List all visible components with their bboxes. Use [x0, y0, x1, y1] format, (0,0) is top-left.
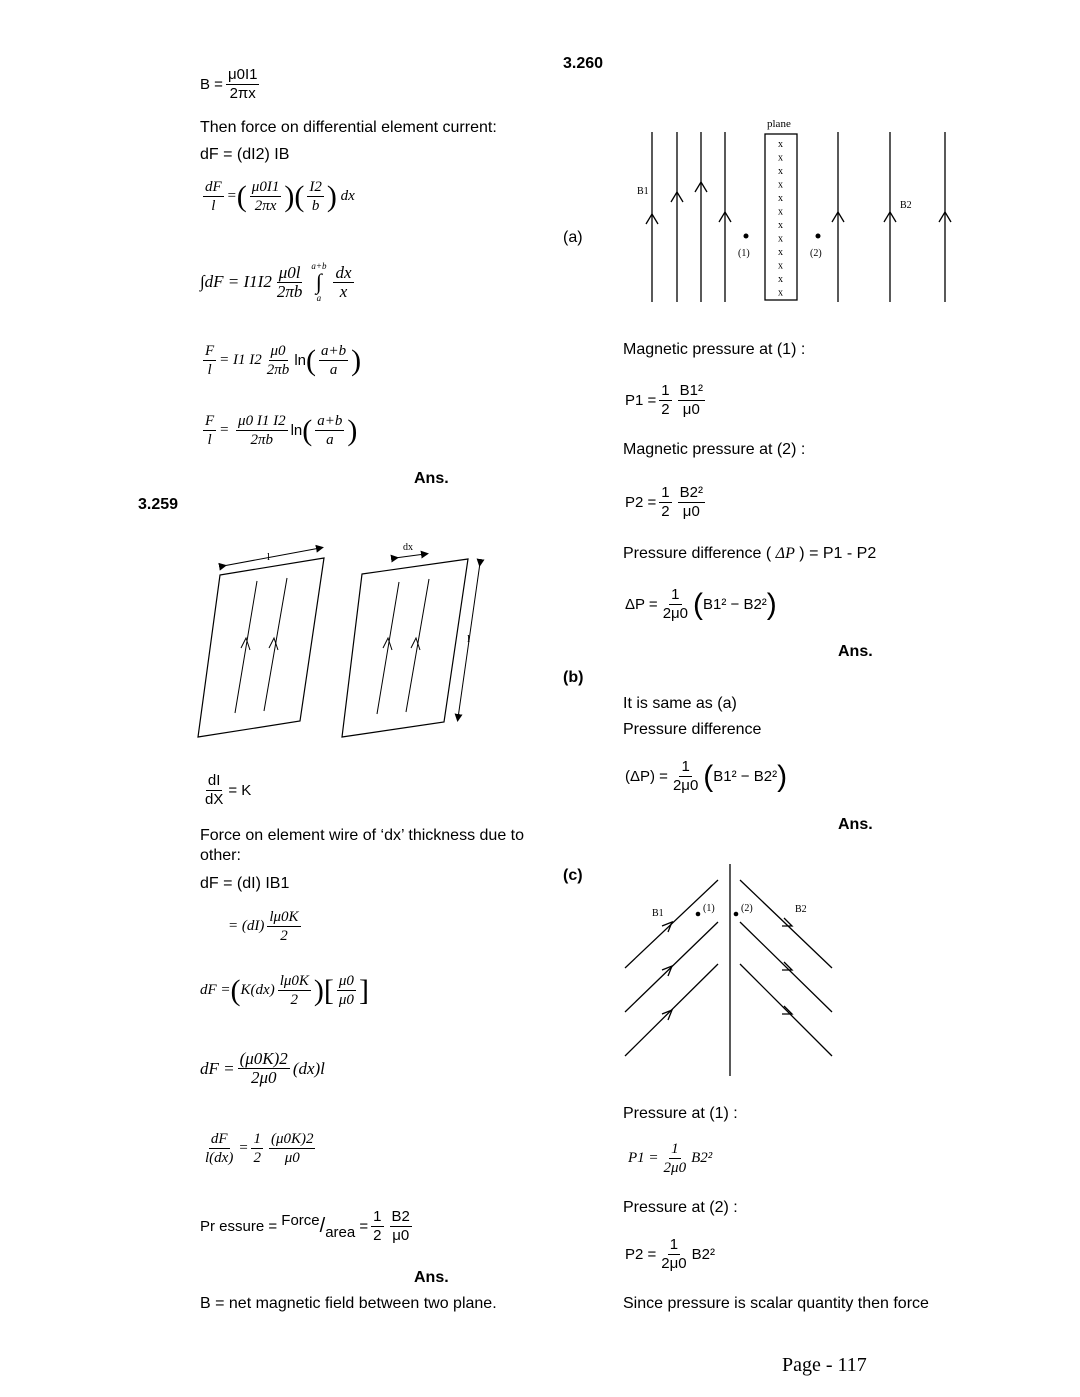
- frac-den: 2: [373, 1227, 382, 1244]
- frac-num: 1: [681, 758, 690, 775]
- frac-num: B2²: [679, 484, 703, 501]
- integral-upper: a+b: [311, 261, 327, 271]
- frac-num: 1: [661, 382, 670, 399]
- cross-mark: x: [778, 193, 783, 204]
- problem-number: 3.259: [138, 496, 179, 513]
- frac-num: 1: [671, 1141, 679, 1157]
- equation-integral: [200, 258, 357, 306]
- text-same-as-a: It is same as (a): [623, 695, 737, 712]
- frac-den: μ0: [392, 1227, 410, 1244]
- eq-tail: dx: [340, 188, 355, 204]
- frac-num: a+b: [321, 343, 347, 359]
- cross-mark: x: [778, 233, 783, 245]
- label-b1: B1: [637, 186, 649, 197]
- cross-mark: x: [778, 287, 783, 299]
- label-dx: dx: [403, 542, 413, 553]
- frac-num: 1: [671, 586, 680, 603]
- frac-num: lμ0K: [269, 909, 299, 925]
- frac-num: dF: [205, 179, 222, 195]
- label-point-1: (1): [738, 248, 750, 259]
- frac-num: dF: [210, 1131, 228, 1147]
- frac-num: B2: [391, 1208, 410, 1225]
- equation-dF-over-l: $\frac{dF}{l}$ = ( $\frac{\mu 0I1}{2\pi x}$ ) ( $\frac{I2}{b}$ ) dx: [205, 179, 355, 214]
- eq-area: area: [325, 1224, 356, 1241]
- frac-num: (μ0K)2: [239, 1049, 288, 1068]
- frac-num: μ0: [338, 973, 354, 989]
- eq-lhs: P1 =: [628, 1150, 659, 1166]
- answer-label: Ans.: [414, 1269, 449, 1286]
- figure-two-sheets: [195, 538, 495, 743]
- frac-den: x: [339, 281, 348, 301]
- eq-force: Force: [281, 1212, 320, 1229]
- cross-mark: x: [778, 274, 783, 285]
- eq-tail: B2²: [691, 1150, 713, 1166]
- label-l-top: l: [267, 551, 271, 563]
- eq-lhs: dF =: [200, 982, 231, 998]
- eq-lhs: = (dI): [228, 918, 265, 934]
- eq-lhs: (ΔP) =: [625, 768, 668, 785]
- equation-c-P1: [628, 1140, 712, 1177]
- frac-num: lμ0K: [279, 973, 309, 989]
- frac-den: 2πb: [266, 362, 290, 378]
- eq-body: B1² − B2²: [703, 596, 767, 613]
- integral-lower: a: [316, 293, 322, 303]
- equation-dF-text: dF = (dI2) IB: [200, 146, 290, 163]
- frac-den: μ0: [682, 503, 700, 520]
- equation-F-over-l-2: $\frac{F}{l}$ = $\frac{\mu 0 I1 I2}{2\pi b}$ ln ( $\frac{a+b}{a}$ ): [205, 413, 358, 448]
- equation-delta-P-b: (ΔP) = $\frac{1}{2\mu 0}$ ( B1² − B2² ): [625, 758, 788, 794]
- text-magnetic-pressure-1: Magnetic pressure at (1) :: [623, 341, 806, 358]
- text-force-wire: Force on element wire of ‘dx’ thickness due to other:: [200, 827, 525, 864]
- eq-lhs: P1 =: [625, 392, 657, 409]
- answer-label: Ans.: [838, 643, 873, 660]
- figure-oblique-fields: [620, 860, 840, 1080]
- frac-den: 2μ0: [663, 1160, 687, 1176]
- frac-den: 2μ0: [672, 777, 699, 794]
- text-pressure-difference-b: Pressure difference: [623, 721, 762, 738]
- equation-dF-ldx: $\frac{dF}{l(dx)}$ = $\frac{1}{2}$ $\frac{(\mu 0K)2}{\mu 0}$: [205, 1131, 314, 1166]
- equation-dF-squared: [200, 1050, 325, 1087]
- frac-num: μ0l: [278, 262, 301, 282]
- cross-mark: x: [778, 139, 783, 150]
- frac-den: 2: [661, 401, 670, 418]
- eq-tail: (dx)l: [292, 1058, 325, 1078]
- cross-mark: x: [778, 206, 783, 218]
- page-number: Page - 117: [782, 1354, 867, 1376]
- equation-pressure: Pr essure = Force / area = $\frac{1}{2}$ $\frac{B2}{\mu 0}$: [200, 1208, 410, 1244]
- frac-den: 2πb: [276, 281, 303, 301]
- eq-body: B1² − B2²: [713, 768, 778, 785]
- eq-lhs: ∫dF = I1I2: [200, 272, 272, 291]
- frac-num: F: [205, 413, 215, 429]
- frac-den: μ0: [284, 1150, 300, 1166]
- frac-den: dX: [205, 791, 224, 808]
- frac-num: dx: [335, 262, 352, 282]
- eq-lhs: B: [200, 76, 211, 93]
- frac-num: B1²: [679, 382, 703, 399]
- eq-tail: B2²: [691, 1246, 715, 1263]
- equation-dF-B1: dF = (dI) IB1: [200, 875, 290, 892]
- cross-mark: x: [778, 166, 783, 177]
- problem-number: 3.260: [563, 55, 604, 72]
- frac-den: l: [207, 432, 212, 448]
- frac-den: 2: [290, 992, 299, 1008]
- current-cross-marks: [778, 139, 783, 299]
- frac-num: dI: [207, 772, 221, 789]
- frac-den: l: [211, 198, 216, 214]
- eq-mid: K(dx): [240, 982, 275, 998]
- label-point-2: (2): [810, 248, 822, 259]
- cross-mark: x: [778, 247, 783, 258]
- equation-dF-dI: [228, 908, 304, 945]
- label-point-2: (2): [741, 903, 753, 914]
- label-point-1: (1): [703, 903, 715, 914]
- eq-rhs: = K: [228, 782, 252, 799]
- frac-num: μ0: [270, 343, 286, 359]
- frac-den: 2πb: [250, 432, 274, 448]
- eq-lhs: dF =: [200, 1058, 235, 1078]
- frac-num: I2: [309, 179, 322, 195]
- frac-den: 2μ0: [662, 605, 689, 622]
- eq-den: 2πx: [229, 85, 256, 102]
- frac-den: μ0: [338, 992, 354, 1008]
- figure-plane-fields: [625, 112, 955, 307]
- text-B-net: B = net magnetic field between two plane.: [200, 1295, 497, 1312]
- cross-mark: x: [778, 220, 783, 231]
- frac-den: a: [326, 432, 334, 448]
- frac-num: 1: [669, 1236, 679, 1253]
- frac-num: 1: [661, 484, 670, 501]
- equation-P2: [625, 484, 708, 521]
- frac-num: μ0I1: [251, 179, 280, 195]
- cross-mark: x: [778, 260, 783, 272]
- integral-sign: a+b ∫ a: [311, 258, 326, 306]
- eq-mid: I1 I2: [233, 352, 262, 368]
- cross-mark: x: [778, 152, 783, 164]
- frac-den: l: [207, 362, 212, 378]
- frac-den: 2πx: [254, 198, 277, 214]
- equation-F-over-l-1: $\frac{F}{l}$ = I1 I2 $\frac{\mu 0}{2\pi b}$ ln ( $\frac{a+b}{a}$ ): [205, 343, 362, 378]
- frac-den: 2: [253, 1150, 261, 1166]
- label-b2: B2: [795, 904, 807, 915]
- frac-den: l(dx): [205, 1150, 234, 1166]
- delta-p-symbol: ΔP: [775, 545, 795, 562]
- text-magnetic-pressure-2: Magnetic pressure at (2) :: [623, 441, 806, 458]
- part-label-c: (c): [563, 867, 583, 884]
- label-b2: B2: [900, 200, 912, 211]
- text-force-element: Then force on differential element current:: [200, 119, 497, 136]
- equation-dI-dX: [200, 772, 251, 809]
- frac-den: μ0: [682, 401, 700, 418]
- part-label-a: (a): [563, 229, 583, 246]
- equation-delta-P: ΔP = $\frac{1}{2\mu 0}$ ( B1² − B2² ): [625, 586, 777, 622]
- eq-lhs: P2 =: [625, 494, 657, 511]
- frac-den: 2: [661, 503, 670, 520]
- text-pressure-at-1: Pressure at (1) :: [623, 1105, 738, 1122]
- equation-B-field: B = $\frac{\mu 0I1}{2\pi x}$: [200, 66, 258, 102]
- frac-den: a: [329, 362, 338, 378]
- answer-label: Ans.: [838, 816, 873, 833]
- eq-lhs: Pr essure =: [200, 1218, 278, 1235]
- frac-num: 1: [253, 1131, 261, 1147]
- answer-label: Ans.: [414, 470, 449, 487]
- frac-den: b: [311, 198, 320, 214]
- text-pressure-difference: [623, 544, 876, 564]
- frac-num: 1: [373, 1208, 382, 1225]
- frac-den: 2μ0: [661, 1255, 687, 1272]
- frac-den: 2: [280, 928, 288, 944]
- frac-num: μ0 I1 I2: [238, 413, 286, 429]
- equation-P1: [625, 382, 708, 419]
- text-part: Pressure difference (: [623, 545, 772, 562]
- frac-num: a+b: [317, 413, 343, 429]
- eq-lhs: ΔP =: [625, 596, 658, 613]
- ln-label: ln: [290, 422, 303, 439]
- ln-label: ln: [294, 352, 306, 369]
- frac-num: (μ0K)2: [270, 1131, 314, 1147]
- part-label-b: (b): [563, 669, 584, 686]
- equation-c-P2: [625, 1236, 715, 1273]
- cross-mark: x: [778, 179, 783, 191]
- frac-den: 2μ0: [250, 1068, 277, 1087]
- eq-num: μ0I1: [227, 66, 258, 83]
- text-part: ) = P1 - P2: [799, 545, 877, 562]
- label-plane: plane: [767, 118, 791, 130]
- text-since-pressure: Since pressure is scalar quantity then force: [623, 1295, 929, 1312]
- frac-num: F: [205, 343, 215, 359]
- label-b1: B1: [652, 908, 664, 919]
- label-l-side: l: [467, 633, 471, 645]
- equation-dF-Kdx: dF = ( K(dx) $\frac{l\mu 0K}{2}$ ) [ $\frac{\mu 0}{\mu 0}$ ]: [200, 973, 369, 1008]
- eq-lhs: P2 =: [625, 1246, 657, 1263]
- text-pressure-at-2: Pressure at (2) :: [623, 1199, 738, 1216]
